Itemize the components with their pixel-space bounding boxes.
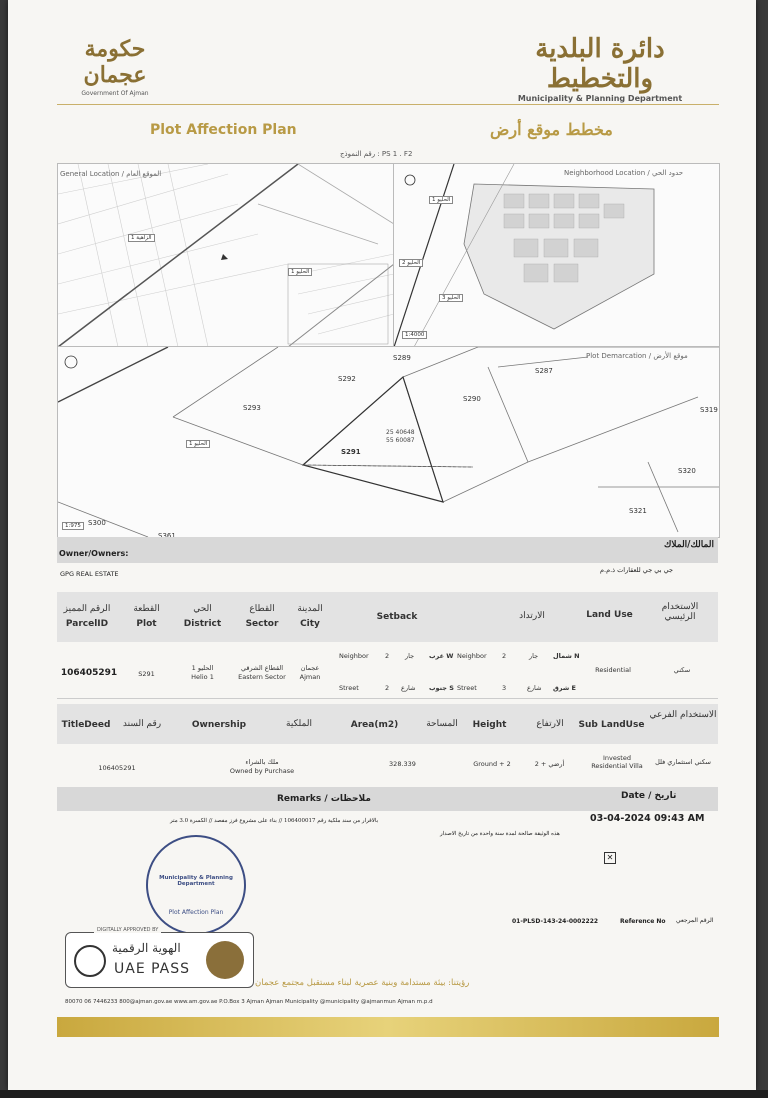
header-height-ar: الارتفاع	[536, 719, 564, 729]
reference-label-en: Reference No	[620, 918, 666, 925]
title-en: Plot Affection Plan	[150, 122, 297, 138]
remarks-text: بالاقرار من سند ملكية رقم 106400017 // بناء على مشروع فرز مفصد // الكسرة 3.0 متر	[170, 818, 379, 824]
parcel-table-header	[57, 592, 718, 642]
plot-label-s319: S319	[700, 406, 718, 414]
land-use-value-ar: سكني	[673, 666, 691, 674]
setback-w-direction: غرب W	[429, 652, 454, 660]
city-value-ar: عجمان	[300, 664, 320, 672]
official-stamp	[146, 835, 246, 935]
setback-e-direction: شرق E	[553, 684, 576, 692]
header-sector-en: Sector	[245, 619, 279, 629]
plot-label-s321: S321	[629, 507, 647, 515]
plot-label-s361: S361	[158, 532, 176, 538]
neighborhood-location-label: Neighborhood Location / حدود الحي	[564, 169, 684, 177]
plot-label-s320: S320	[678, 467, 696, 475]
stamp-text: Municipality & Planning Department	[159, 875, 233, 887]
setback-s-type-en: Street	[339, 684, 359, 692]
district-label-map: الحليو 1	[186, 440, 210, 448]
area-label-alzahia: الزاهية 1	[128, 234, 155, 242]
plot-coordinate-2: 55 60087	[386, 437, 415, 444]
plot-value: S291	[138, 670, 155, 678]
parcel-id-value: 106405291	[60, 668, 118, 678]
header-sublanduse-ar: الاستخدام الفرعي	[649, 710, 717, 720]
area-label-helio: الحليو 1	[288, 268, 312, 276]
owners-label-en: Owner/Owners:	[59, 549, 129, 558]
header-height-en: Height	[472, 720, 507, 730]
title-deed-value: 106405291	[98, 764, 136, 772]
uae-pass-seal-icon	[206, 941, 244, 979]
plot-label-s290: S290	[463, 395, 481, 403]
header-sublanduse-en: Sub LandUse	[578, 720, 645, 730]
plot-label-s293: S293	[243, 404, 261, 412]
header-city-en: City	[300, 619, 320, 629]
header-setback-ar: الارتداد	[519, 611, 545, 621]
header-ownership-ar: الملكية	[286, 719, 312, 729]
setback-e-value: 3	[502, 684, 507, 692]
setback-n-type-ar: جار	[529, 652, 539, 660]
header-plot-ar: القطعة	[133, 604, 160, 614]
ownership-value-ar: ملك بالشراء	[245, 758, 279, 766]
plot-coordinate-1: 25 40648	[386, 429, 415, 436]
header-divider	[57, 104, 719, 105]
neighborhood-map-drawing	[394, 164, 719, 347]
setback-w-type-en: Neighbor	[339, 652, 369, 660]
checkbox-icon: ✕	[604, 852, 616, 864]
setback-e-type-ar: شارع	[527, 684, 542, 692]
government-logo	[60, 36, 170, 96]
setback-s-value: 2	[385, 684, 390, 692]
page-bottom-edge	[0, 1090, 768, 1098]
general-location-label: General Location / الموقع العام	[60, 170, 162, 178]
plot-label-s287: S287	[535, 367, 553, 375]
neighborhood-label-3: الحليو 3	[439, 294, 463, 302]
plot-demarcation-label: Plot Demarcation / موقع الأرض	[586, 352, 688, 360]
uae-pass-en: UAE PASS	[114, 961, 191, 977]
header-area-ar: المساحة	[426, 719, 458, 729]
header-parcelid-en: ParcelID	[65, 619, 109, 629]
government-logo-ar: حكومة عجمان	[83, 36, 147, 88]
stamp-subtext: Plot Affection Plan	[168, 909, 224, 916]
setback-w-type-ar: جار	[405, 652, 415, 660]
height-value-en: Ground + 2	[473, 760, 511, 768]
sector-value-en: Eastern Sector	[238, 673, 286, 681]
validity-note: هذه الوثيقة صالحة لمدة سنة واحدة من تاريخ الاصدار	[440, 831, 560, 837]
sub-landuse-value-ar: سكني استثماري فلل	[655, 758, 711, 766]
uae-pass-approved-label: DIGITALLY APPROVED BY	[94, 927, 161, 933]
owner-name-en: GPG REAL ESTATE	[60, 570, 119, 578]
setback-n-value: 2	[502, 652, 507, 660]
department-name-ar: دائرة البلدية والتخطيط	[535, 34, 665, 94]
footer-contacts: 80070 06 7446233 800@ajman.gov.ae www.am.gov.ae P.O.Box 3 Ajman Ajman Municipality @municipality @ajmanmun Ajman m.p.d	[65, 999, 433, 1005]
owners-label-ar: المالك/الملاك	[663, 540, 714, 550]
header-plot-en: Plot	[136, 619, 157, 629]
header-district-ar: الحي	[193, 604, 212, 614]
remarks-label: Remarks / ملاحظات	[277, 794, 371, 804]
land-use-value-en: Residential	[595, 666, 631, 674]
plot-label-s291: S291	[341, 448, 361, 456]
plot-label-s292: S292	[338, 375, 356, 383]
area-value: 328.339	[389, 760, 416, 768]
setback-n-type-en: Neighbor	[457, 652, 487, 660]
scale-label-bottom: 1:975	[62, 522, 84, 530]
header-city-ar: المدينة	[297, 604, 323, 614]
setback-s-type-ar: شارع	[401, 684, 416, 692]
remarks-header-bar	[57, 787, 718, 811]
district-value-ar: الحليو 1	[191, 664, 214, 672]
title-deed-table-row	[57, 746, 718, 782]
reference-number-value: 01-PLSD-143-24-0002222	[512, 918, 599, 925]
department-name-en: Municipality & Planning Department	[517, 94, 683, 103]
header-sector-ar: القطاع	[249, 604, 275, 614]
header-landuse-en: Land Use	[586, 610, 633, 620]
district-value-en: Helio 1	[191, 673, 214, 681]
footer-gold-strip	[57, 1017, 719, 1037]
date-value: 03-04-2024 09:43 AM	[590, 813, 705, 824]
city-value-en: Ajman	[299, 673, 321, 681]
parcel-table-row	[57, 642, 718, 699]
vision-statement: رؤيتنا: بيئة مستدامة وبنية عصرية لبناء مستقبل مجتمع عجمان	[255, 978, 470, 988]
header-setback-en: Setback	[376, 612, 418, 622]
fingerprint-icon	[74, 945, 106, 977]
title-deed-table-header	[57, 704, 718, 744]
government-logo-en: Government Of Ajman	[81, 90, 149, 97]
height-value-ar: أرضي + 2	[534, 760, 565, 768]
title-ar: مخطط موقع أرض	[490, 120, 613, 139]
plot-label-s300: S300	[88, 519, 106, 527]
form-number: رقم النموذج : PS 1 . F2	[340, 150, 413, 158]
plot-label-s289: S289	[393, 354, 411, 362]
general-map-drawing	[58, 164, 394, 347]
owners-header-bar	[57, 537, 718, 563]
ownership-value-en: Owned by Purchase	[229, 767, 295, 775]
setback-n-direction: شمال N	[553, 652, 580, 660]
neighborhood-label-1: الحليو 1	[429, 196, 453, 204]
header-district-en: District	[183, 619, 222, 629]
setback-e-type-en: Street	[457, 684, 477, 692]
neighborhood-location-map	[393, 163, 720, 348]
neighborhood-label-2: الحليو 2	[399, 259, 423, 267]
general-location-map	[57, 163, 395, 348]
department-logo	[490, 34, 710, 103]
sector-value-ar: القطاع الشرقي	[240, 664, 284, 672]
header-parcelid-ar: الرقم المميز	[63, 604, 111, 614]
owner-name-ar: جي بي جي للعقارات ذ.م.م	[600, 566, 674, 574]
uae-pass-badge	[65, 927, 254, 988]
reference-label-ar: الرقم المرجعي	[676, 917, 714, 924]
sub-landuse-value-en: Invested Residential Villa	[591, 754, 643, 770]
header-landuse-ar: الاستخدام الرئيسي	[661, 602, 699, 622]
date-label: Date / تاريخ	[621, 791, 677, 801]
setback-w-value: 2	[385, 652, 390, 660]
plot-demarcation-map	[57, 346, 720, 538]
header-area-en: Area(m2)	[350, 720, 399, 730]
setback-s-direction: جنوب S	[429, 684, 454, 692]
header-titledeed-ar: رقم السند	[122, 719, 162, 729]
uae-pass-ar: الهوية الرقمية	[112, 941, 181, 955]
scale-label-top: 1:4000	[402, 331, 427, 339]
header-titledeed-en: TitleDeed	[61, 720, 111, 730]
header-ownership-en: Ownership	[191, 720, 247, 730]
